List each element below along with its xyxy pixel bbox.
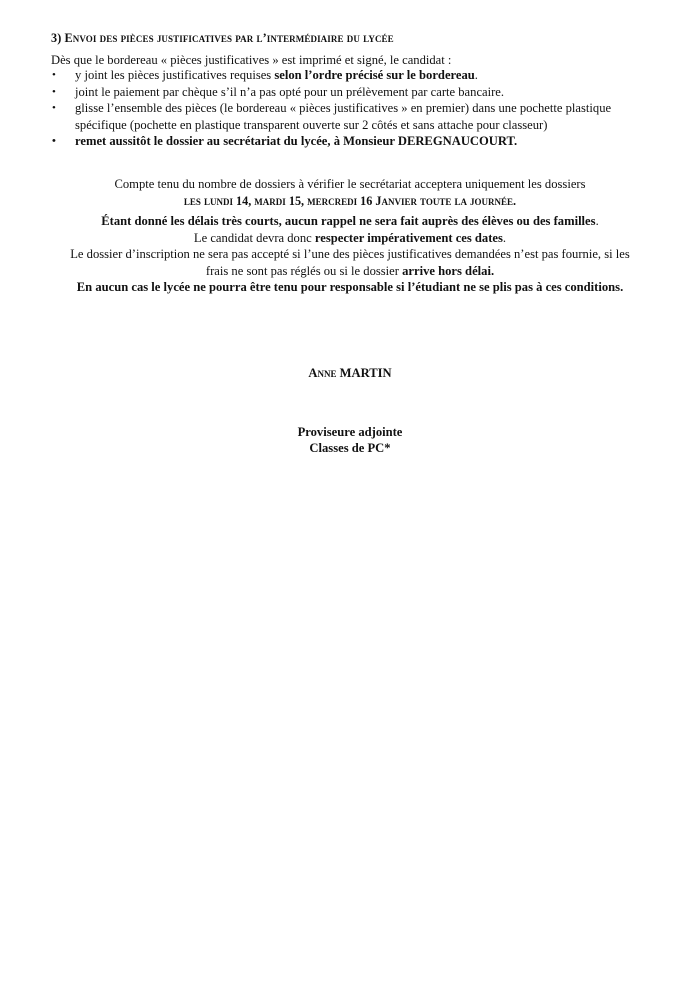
bullet-icon: • [52,85,56,98]
warning-line [30,263,670,280]
notice-text: Compte tenu du nombre de dossiers à vérifier le secrétariat acceptera uniquement les dossiers [114,177,586,191]
list-item [51,67,661,84]
signatory-role [0,424,700,456]
list-item [51,84,661,101]
bullet-text-continued: spécifique (pochette en plastique transparent ouverte sur 2 côtés et sans attache pour classeur) [75,117,548,132]
signatory-classes: Classes de PC* [309,441,391,455]
bullet-bold-text: selon l’ordre précisé sur le bordereau [274,68,475,82]
warning-text: . [595,214,599,228]
warning-text: Le dossier d’inscription ne sera pas accepté si l’une des pièces justificatives demandées n’est pas fournie, si les [70,247,630,261]
bullet-icon: • [52,69,56,81]
warning-text: Le candidat devra donc [193,230,315,245]
bullet-icon: • [52,135,56,147]
signatory-first-name: Anne [308,366,337,380]
bullet-text: joint le paiement par chèque s’il n’a pas opté pour un prélèvement par carte bancaire. [75,84,505,99]
section-title: Envoi des pièces justificatives par l’intermédiaire du lycée [64,31,394,45]
warning-text: frais ne sont pas réglés ou si le dossier [205,263,403,278]
list-item [51,100,661,133]
bullet-text-end: . [474,68,478,82]
warning-block [30,213,670,296]
warning-bold-text: respecter impérativement ces dates [314,230,503,245]
bullet-text: y joint les pièces justificatives requises [75,68,275,82]
bullet-list [51,67,661,150]
signatory-title: Proviseure adjointe [297,425,403,439]
list-item [51,133,661,150]
bullet-text: glisse l’ensemble des pièces (le bordereau « pièces justificatives » en premier) dans une pochette plastique [75,101,612,115]
warning-text: . [502,230,507,245]
warning-line [30,213,670,230]
signatory-name [0,366,700,381]
signatory-last-name: MARTIN [339,366,392,380]
contact-name: DEREGNAUCOURT. [397,134,518,148]
section-heading [51,31,394,46]
warning-line: En aucun cas le lycée ne pourra être tenu pour responsable si l’étudiant ne se plis pas à ces conditions. [76,280,624,294]
warning-bold-text: arrive hors délai. [402,263,495,278]
notice-dates: les lundi 14, mardi 15, mercredi 16 Janvier toute la journée. [183,193,517,208]
bullet-bold-text: remet aussitôt le dossier au secrétariat du lycée, à Monsieur [75,134,398,148]
section-number: 3) [51,31,62,45]
warning-bold-text: Étant donné les délais très courts, aucun rappel ne sera fait auprès des élèves ou des familles [101,214,596,228]
warning-line [30,230,670,247]
bullet-icon: • [52,102,56,114]
schedule-notice [30,176,670,209]
warning-line [30,246,670,263]
intro-text: Dès que le bordereau « pièces justificatives » est imprimé et signé, le candidat : [51,53,452,67]
